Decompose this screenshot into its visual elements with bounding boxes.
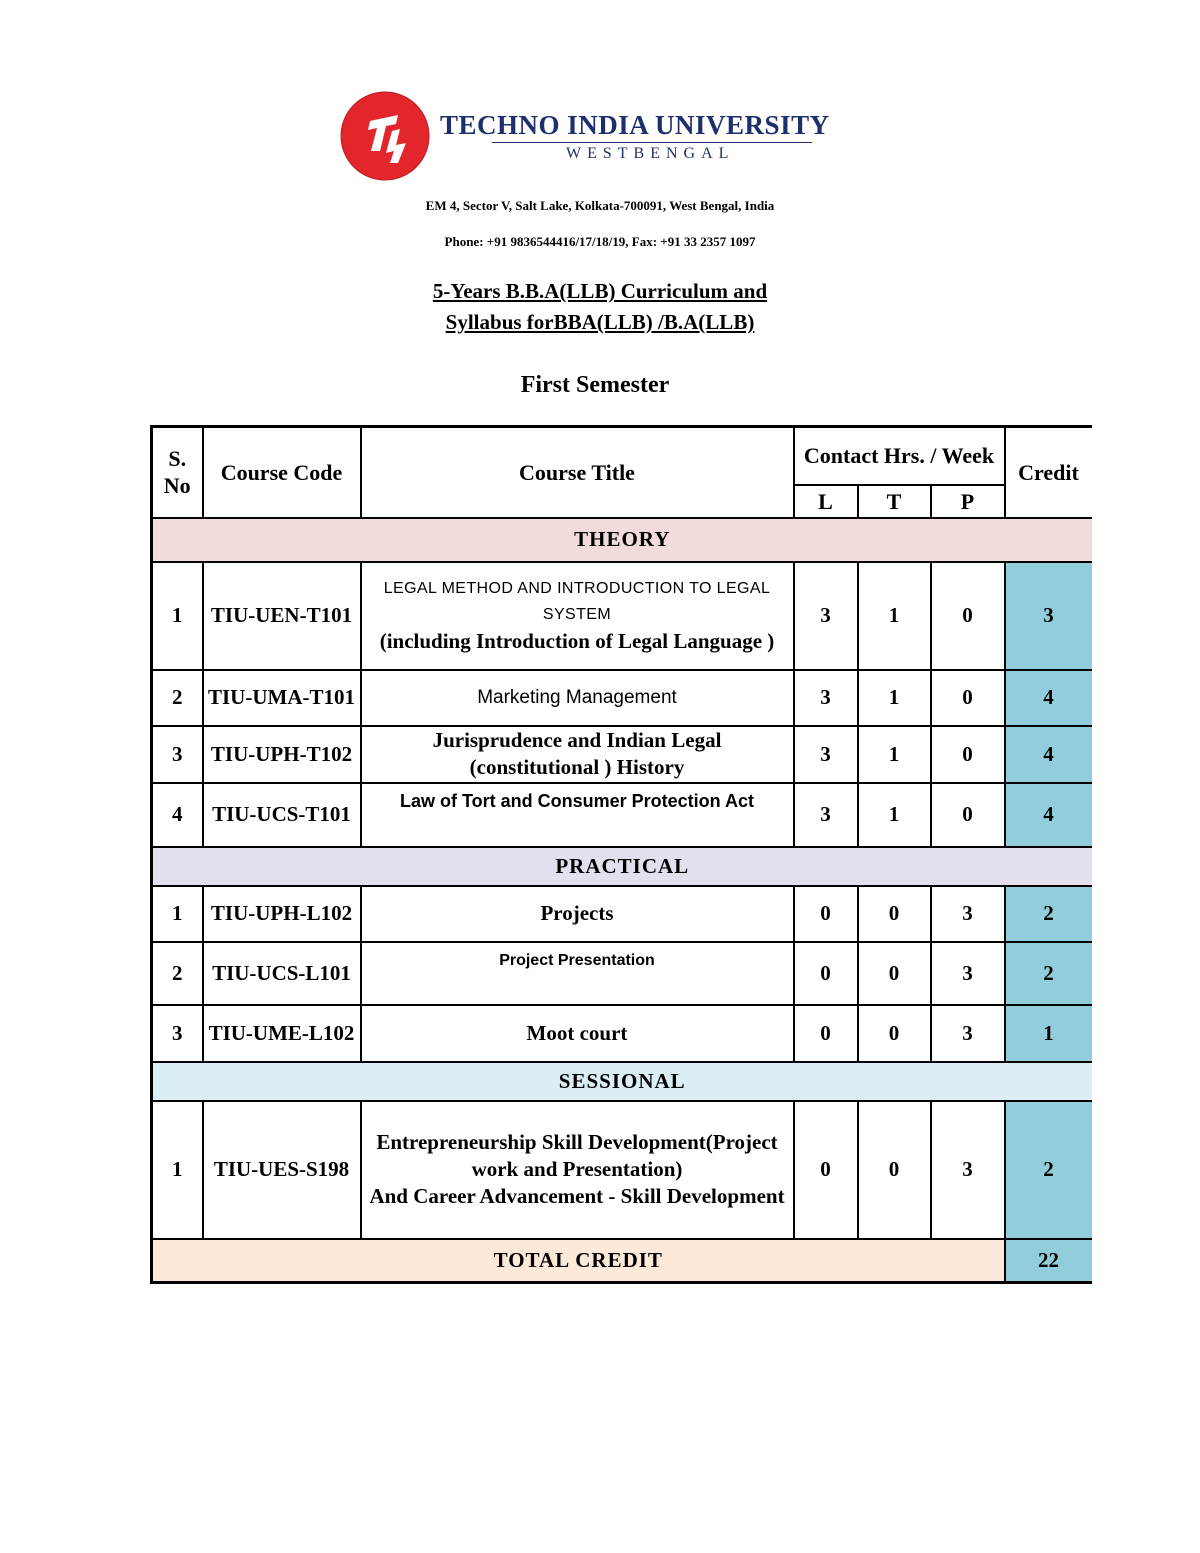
table-row <box>152 726 1092 783</box>
col-header-t: T <box>858 485 931 518</box>
col-header-p: P <box>931 485 1005 518</box>
cell-title: Projects <box>361 886 794 942</box>
cell-title <box>361 1101 794 1239</box>
university-logo <box>340 91 430 181</box>
col-header-l: L <box>794 485 858 518</box>
curriculum-table <box>150 425 1092 1284</box>
table-row <box>152 1101 1092 1239</box>
cell-p: 0 <box>931 670 1005 726</box>
table-row <box>152 562 1092 670</box>
cell-l: 3 <box>794 562 858 670</box>
cell-t: 0 <box>858 1005 931 1062</box>
cell-p: 0 <box>931 562 1005 670</box>
cell-sno: 3 <box>152 1005 203 1062</box>
table-row <box>152 783 1092 847</box>
cell-title: Law of Tort and Consumer Protection Act <box>361 783 794 847</box>
cell-title-part-b: (including Introduction of Legal Language ) <box>379 629 775 653</box>
cell-sno: 1 <box>152 886 203 942</box>
document-title-line2: Syllabus forBBA(LLB) /B.A(LLB) <box>445 310 755 334</box>
cell-t: 1 <box>858 562 931 670</box>
cell-l: 0 <box>794 886 858 942</box>
section-sessional: SESSIONAL <box>152 1062 1092 1101</box>
cell-sno: 2 <box>152 942 203 1005</box>
cell-credit: 4 <box>1005 726 1092 783</box>
cell-code: TIU-UPH-T102 <box>203 726 361 783</box>
cell-title: Project Presentation <box>361 942 794 1005</box>
cell-credit: 3 <box>1005 562 1092 670</box>
total-credit-label: TOTAL CREDIT <box>152 1239 1005 1283</box>
phone-fax: Phone: +91 9836544416/17/18/19, Fax: +91 33 2357 1097 <box>444 234 756 249</box>
document-title-line1: 5-Years B.B.A(LLB) Curriculum and <box>432 279 768 303</box>
cell-l: 0 <box>794 1101 858 1239</box>
col-header-code: Course Code <box>203 427 361 518</box>
cell-t: 1 <box>858 726 931 783</box>
cell-code: TIU-UMA-T101 <box>203 670 361 726</box>
cell-l: 0 <box>794 942 858 1005</box>
cell-l: 0 <box>794 1005 858 1062</box>
section-practical: PRACTICAL <box>152 847 1092 886</box>
cell-p: 3 <box>931 1101 1005 1239</box>
cell-l: 3 <box>794 670 858 726</box>
cell-code: TIU-UCS-T101 <box>203 783 361 847</box>
total-credit-value: 22 <box>1005 1239 1092 1283</box>
cell-credit: 4 <box>1005 783 1092 847</box>
col-header-credit: Credit <box>1005 427 1092 518</box>
cell-p: 3 <box>931 942 1005 1005</box>
cell-t: 0 <box>858 886 931 942</box>
cell-code: TIU-UEN-T101 <box>203 562 361 670</box>
table-row <box>152 670 1092 726</box>
cell-l: 3 <box>794 726 858 783</box>
cell-code: TIU-UME-L102 <box>203 1005 361 1062</box>
table-row <box>152 886 1092 942</box>
cell-title <box>361 562 794 670</box>
table-row <box>152 1005 1092 1062</box>
cell-credit: 1 <box>1005 1005 1092 1062</box>
cell-title-part-b: And Career Advancement - Skill Development <box>369 1184 785 1208</box>
cell-credit: 2 <box>1005 942 1092 1005</box>
cell-title: Jurisprudence and Indian Legal (constitutional ) History <box>361 726 794 783</box>
header-rule <box>492 142 812 143</box>
cell-title-part-a: Entrepreneurship Skill Development(Project work and Presentation) <box>376 1130 778 1181</box>
cell-code: TIU-UPH-L102 <box>203 886 361 942</box>
col-header-title: Course Title <box>361 427 794 518</box>
semester-heading: First Semester <box>520 372 670 398</box>
cell-sno: 1 <box>152 562 203 670</box>
cell-t: 1 <box>858 670 931 726</box>
cell-p: 0 <box>931 726 1005 783</box>
cell-sno: 4 <box>152 783 203 847</box>
cell-code: TIU-UES-S198 <box>203 1101 361 1239</box>
col-header-contact: Contact Hrs. / Week <box>794 427 1005 485</box>
col-header-sno: S. No <box>152 427 203 518</box>
address: EM 4, Sector V, Salt Lake, Kolkata-700091, West Bengal, India <box>425 198 775 213</box>
cell-l: 3 <box>794 783 858 847</box>
cell-p: 3 <box>931 1005 1005 1062</box>
cell-credit: 2 <box>1005 886 1092 942</box>
table-row <box>152 942 1092 1005</box>
cell-title: Moot court <box>361 1005 794 1062</box>
cell-p: 3 <box>931 886 1005 942</box>
cell-t: 0 <box>858 1101 931 1239</box>
university-subtitle: WESTBENGAL <box>566 145 735 162</box>
university-name: TECHNO INDIA UNIVERSITY <box>440 110 830 140</box>
cell-t: 1 <box>858 783 931 847</box>
cell-p: 0 <box>931 783 1005 847</box>
cell-title-part-a: LEGAL METHOD AND INTRODUCTION TO LEGAL SYSTEM <box>383 580 771 623</box>
cell-credit: 4 <box>1005 670 1092 726</box>
cell-code: TIU-UCS-L101 <box>203 942 361 1005</box>
cell-sno: 3 <box>152 726 203 783</box>
cell-sno: 1 <box>152 1101 203 1239</box>
cell-t: 0 <box>858 942 931 1005</box>
cell-credit: 2 <box>1005 1101 1092 1239</box>
section-theory: THEORY <box>152 518 1092 562</box>
cell-title: Marketing Management <box>361 670 794 726</box>
cell-sno: 2 <box>152 670 203 726</box>
